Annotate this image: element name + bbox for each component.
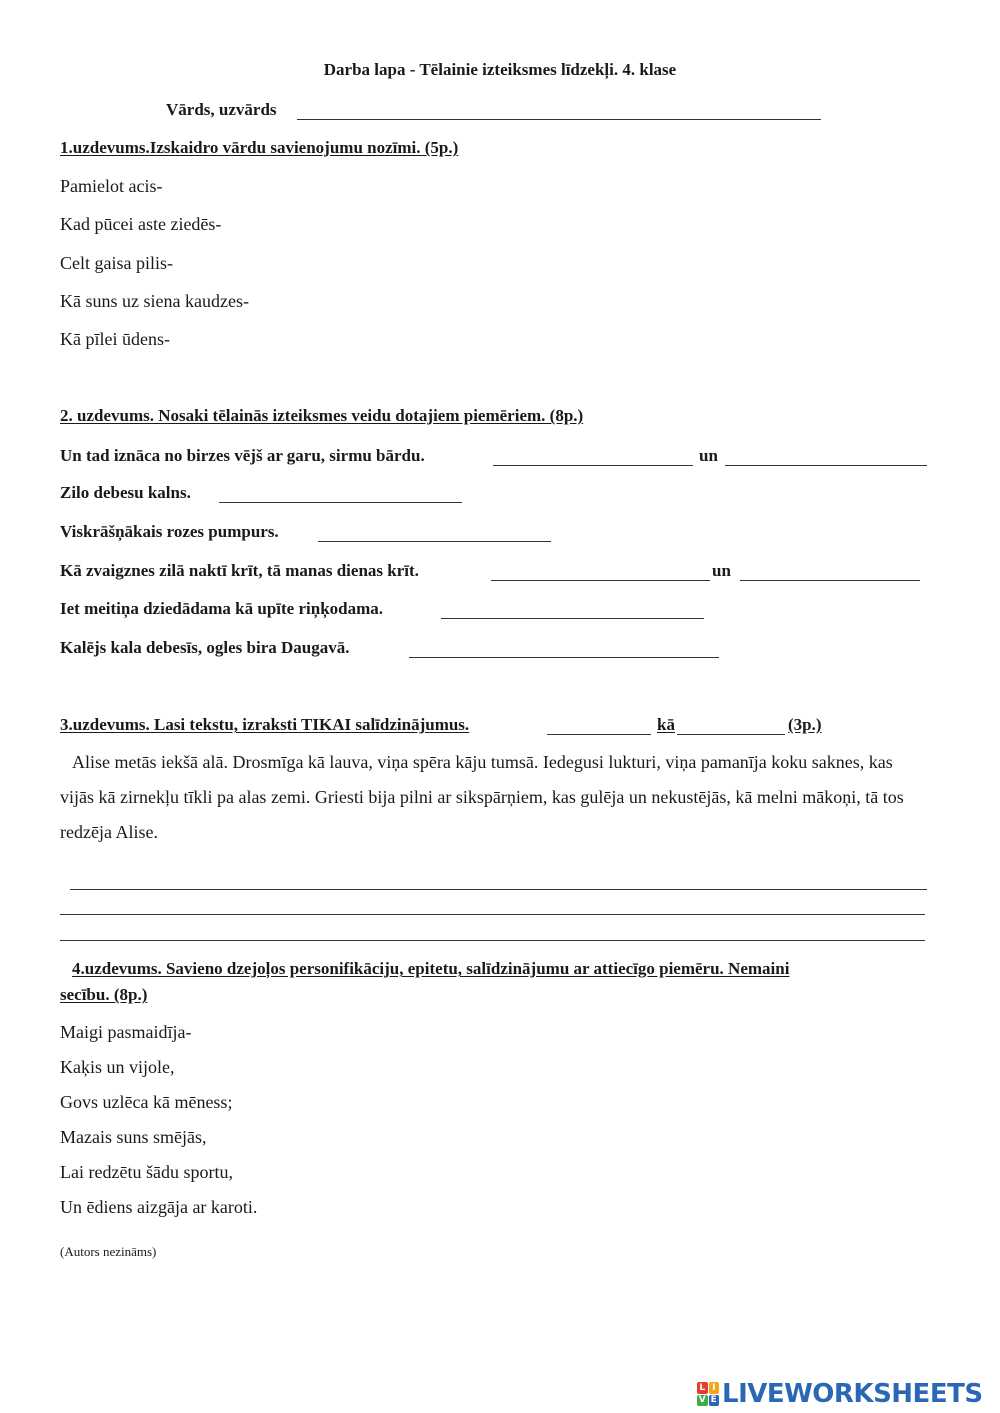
task1-item: Pamielot acis- <box>60 176 163 196</box>
task4-heading: 4.uzdevums. Savieno dzejoļos personifikāciju, epitetu, salīdzinājumu ar attiecīgo piemēru. Nemaini <box>72 959 790 978</box>
task4-heading-cont: secību. (8p.) <box>60 985 148 1004</box>
poem-line: Mazais suns smējās, <box>60 1127 207 1147</box>
poem-line: Un ēdiens aizgāja ar karoti. <box>60 1197 258 1217</box>
task1-item: Kā pīlei ūdens- <box>60 329 170 349</box>
task2-item: Viskrāšņākais rozes pumpurs. <box>60 522 279 541</box>
liveworksheets-logo <box>697 1380 983 1408</box>
logo-letter: E <box>709 1395 720 1407</box>
author-note: (Autors nezināms) <box>60 1244 157 1259</box>
answer-line[interactable] <box>491 580 710 581</box>
task3-points: (3p.) <box>788 715 822 734</box>
task2-item: Iet meitiņa dziedādama kā upīte riņķodama. <box>60 599 384 618</box>
logo-letter: L <box>697 1382 708 1394</box>
task2-item: Zilo debesu kalns. <box>60 483 191 502</box>
and-word: un <box>712 561 731 580</box>
poem-line: Lai redzētu šādu sportu, <box>60 1162 233 1182</box>
task2-heading: 2. uzdevums. Nosaki tēlainās izteiksmes veidu dotajiem piemēriem. (8p.) <box>60 406 584 425</box>
poem-line: Govs uzlēca kā mēness; <box>60 1092 233 1112</box>
and-word: un <box>699 446 718 465</box>
answer-line[interactable] <box>219 502 462 503</box>
logo-letter: V <box>698 1395 706 1406</box>
answer-line[interactable] <box>441 618 704 619</box>
task1-item: Celt gaisa pilis- <box>60 253 173 273</box>
answer-line[interactable] <box>493 465 693 466</box>
name-input-line[interactable] <box>297 119 821 120</box>
poem-line: Maigi pasmaidīja- <box>60 1022 192 1042</box>
answer-line[interactable] <box>70 889 927 890</box>
task1-item: Kad pūcei aste ziedēs- <box>60 214 222 234</box>
name-label: Vārds, uzvārds <box>166 100 277 119</box>
task2-item: Kalējs kala debesīs, ogles bira Daugavā. <box>60 638 350 657</box>
heading-underline-gap <box>677 734 785 735</box>
task3-text: Alise metās iekšā alā. Drosmīga kā lauva, viņa spēra kāju tumsā. Iedegusi lukturi, viņa pamanīja koku saknes, kas vijās kā zirnekļu tīkli pa alas zemi. Griesti bija pilni ar sikspārņiem, kas gulēja un nekustējās, kā melni mākoņi, tā tos redzēja Alise. <box>60 752 904 842</box>
answer-line[interactable] <box>60 940 925 941</box>
logo-mark-icon <box>697 1382 719 1406</box>
answer-line[interactable] <box>409 657 719 658</box>
answer-line[interactable] <box>740 580 920 581</box>
logo-letter: I <box>709 1382 720 1394</box>
task2-item: Un tad iznāca no birzes vējš ar garu, sirmu bārdu. <box>60 446 425 465</box>
page-title: Darba lapa - Tēlainie izteiksmes līdzekļi. 4. klase <box>323 60 677 79</box>
task1-item: Kā suns uz siena kaudzes- <box>60 291 249 311</box>
task1-heading: 1.uzdevums.Izskaidro vārdu savienojumu nozīmi. (5p.) <box>60 138 459 157</box>
answer-line[interactable] <box>725 465 927 466</box>
heading-underline-gap <box>547 734 651 735</box>
task2-item: Kā zvaigznes zilā naktī krīt, tā manas dienas krīt. <box>60 561 419 580</box>
answer-line[interactable] <box>60 914 925 915</box>
task3-heading: 3.uzdevums. Lasi tekstu, izraksti TIKAI salīdzinājumus. <box>60 715 470 734</box>
task3-ka-word: kā <box>657 715 675 734</box>
logo-text: LIVEWORKSHEETS <box>722 1379 983 1409</box>
answer-line[interactable] <box>318 541 551 542</box>
poem-line: Kaķis un vijole, <box>60 1057 175 1077</box>
